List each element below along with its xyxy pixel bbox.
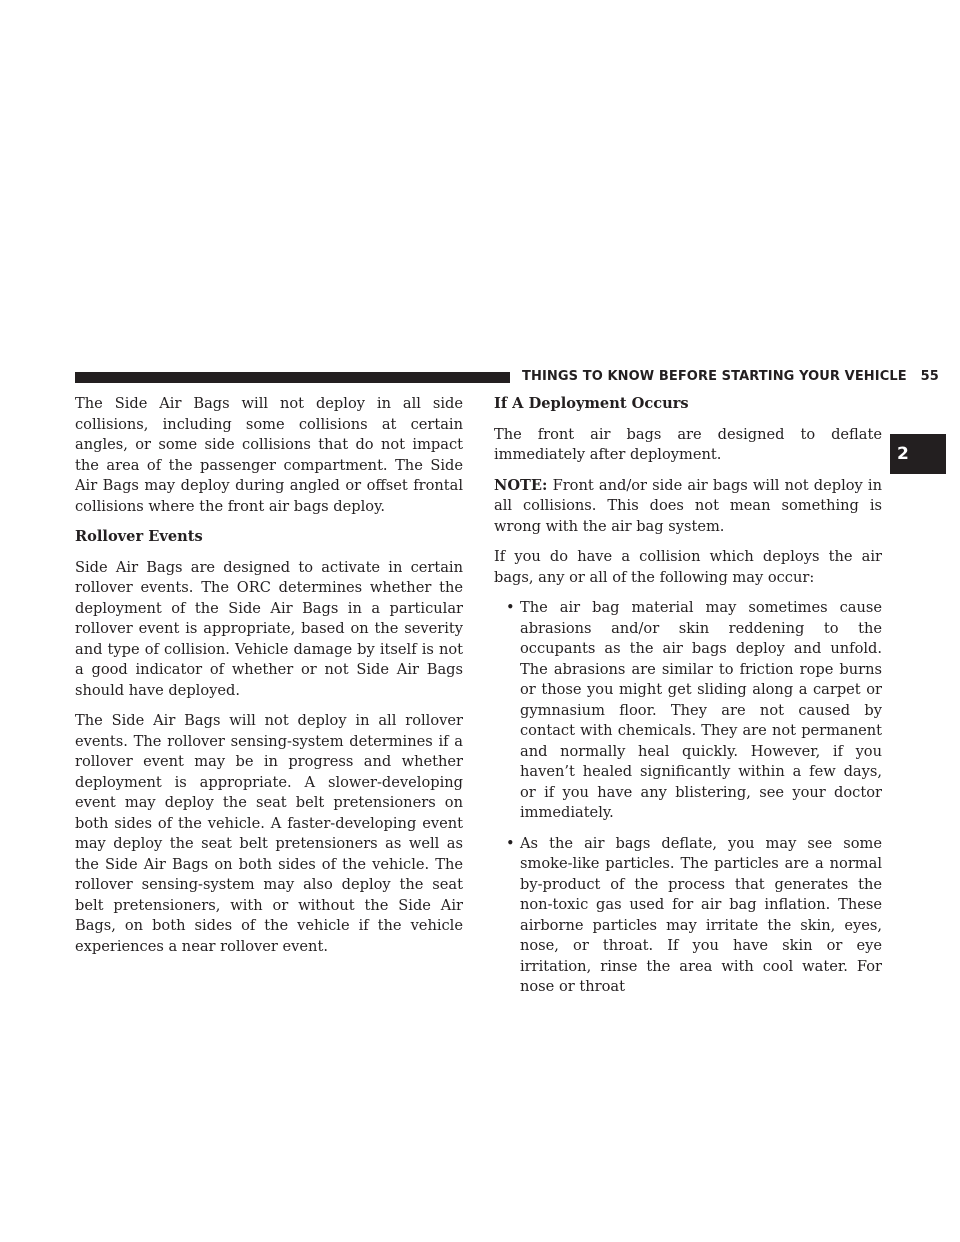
list-item-text: As the air bags deflate, you may see some smoke-like particles. The particles are a normal by-product of the process that generates the non-toxic gas used for air bag inflation. These airborne particles may irritate the skin, eyes, nose, or throat. If you have skin or eye irritation, rinse the area with cool water. For nose or throat (520, 834, 882, 995)
heading-rollover-events: Rollover Events (75, 528, 203, 545)
header-rule (75, 372, 510, 383)
paragraph-rollover-sensing: The Side Air Bags will not deploy in all rollover events. The rollover sensing-system determines if a rollover event may be in progress and whether deployment is appropriate. A slower-developing event may deploy the seat belt pretensioners on both sides of the vehicle. A faster-developing event may deploy the seat belt pretensioners as well as the Side Air Bags on both sides of the vehicle. The rollover sensing-system may also deploy the seat belt pretensioners, with or without the Side Air Bags, on both sides of the vehicle if the vehicle experiences a near rollover event. (75, 712, 463, 955)
note-paragraph (494, 476, 882, 538)
list-item-text: The air bag material may sometimes cause abrasions and/or skin reddening to the occupants as the air bags deploy and unfold. The abrasions are similar to friction rope burns or those you might get sliding along a carpet or gymnasium floor. They are not caused by contact with chemicals. They are not permanent and normally heal quickly. However, if you haven’t healed significantly within a few days, or if you have any blistering, see your doctor immediately. (520, 599, 882, 821)
heading-if-deployment-occurs: If A Deployment Occurs (494, 395, 689, 412)
list-item (494, 834, 882, 998)
running-header (522, 367, 939, 387)
bullet-icon: • (506, 834, 515, 852)
note-label: NOTE: (494, 476, 548, 494)
right-column (494, 394, 882, 1008)
paragraph-collision: If you do have a collision which deploys the air bags, any or all of the following may occur: (494, 548, 882, 586)
chapter-tab (890, 434, 946, 474)
left-column (75, 394, 463, 967)
note-text: Front and/or side air bags will not deploy in all collisions. This does not mean something is wrong with the air bag system. (494, 476, 882, 535)
section-title: THINGS TO KNOW BEFORE STARTING YOUR VEHICLE (522, 369, 907, 384)
page-number: 55 (920, 369, 939, 384)
list-item (494, 598, 882, 824)
bullet-icon: • (506, 599, 515, 616)
paragraph-deflate: The front air bags are designed to deflate immediately after deployment. (494, 425, 882, 463)
bullet-list (494, 598, 882, 998)
paragraph-rollover-design: Side Air Bags are designed to activate in certain rollover events. The ORC determines whether the deployment of the Side Air Bags in a particular rollover event is appropriate, based on the severity and type of collision. Vehicle damage by itself is not a good indicator of whether or not Side Air Bags should have deployed. (75, 558, 463, 699)
paragraph-side-air-bags: The Side Air Bags will not deploy in all side collisions, including some collisions at certain angles, or some side collisions that do not impact the area of the passenger compartment. The Side Air Bags may deploy during angled or offset frontal collisions where the front air bags deploy. (75, 395, 463, 515)
chapter-number: 2 (897, 444, 909, 464)
